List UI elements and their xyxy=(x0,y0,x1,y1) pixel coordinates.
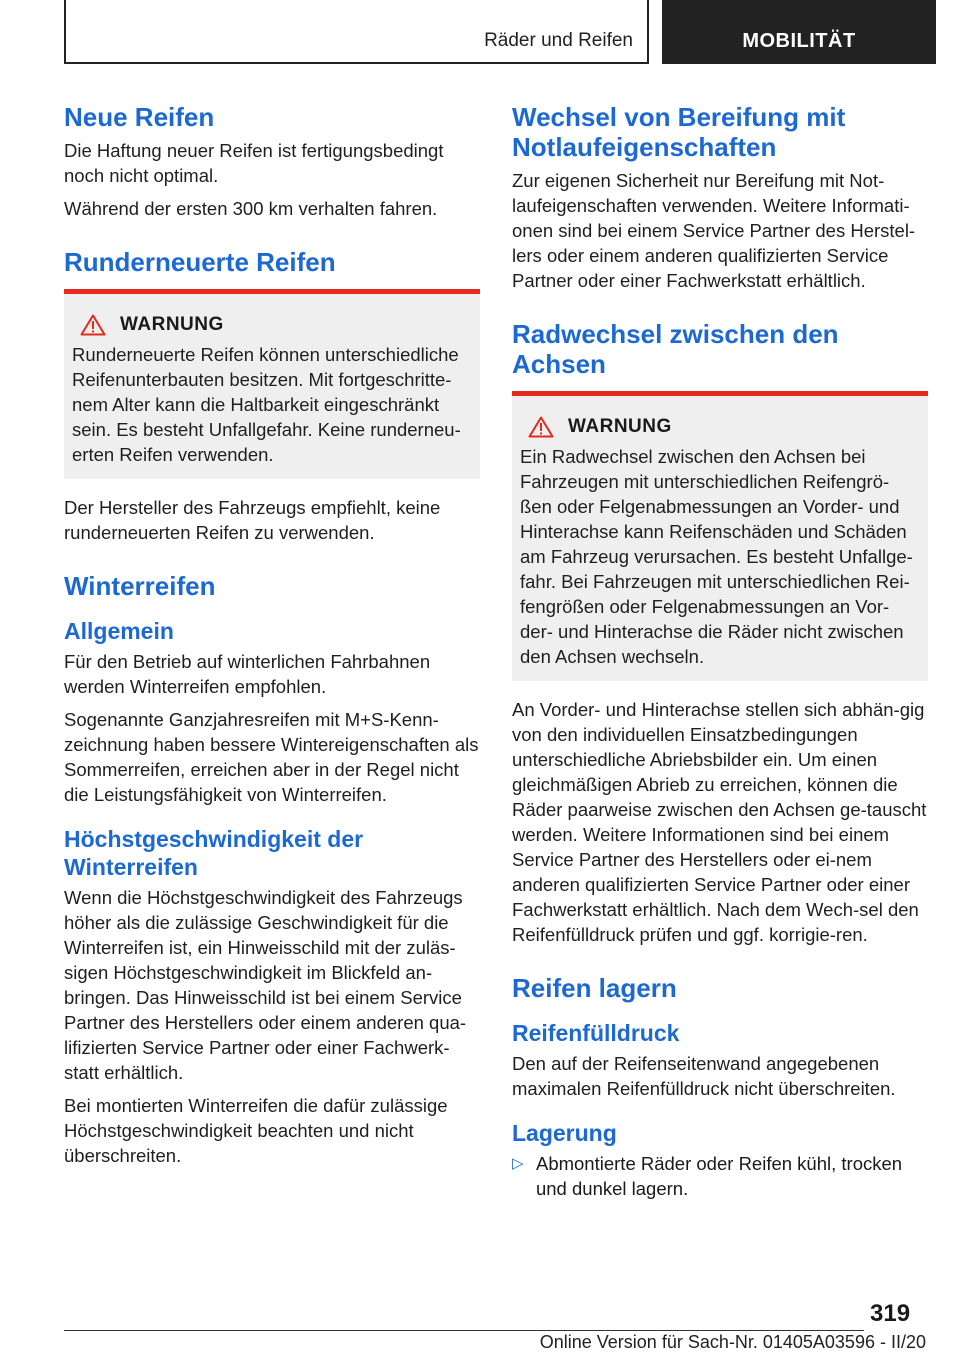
warning-title: WARNUNG xyxy=(120,314,224,335)
warning-header xyxy=(80,314,472,336)
left-column xyxy=(64,102,480,1176)
header-section-box xyxy=(64,0,649,64)
header-section-title: Räder und Reifen xyxy=(484,30,633,51)
warning-triangle-icon xyxy=(80,314,106,336)
triangle-bullet-icon: ▷ xyxy=(512,1155,524,1172)
subheading-hoechstgeschwindigkeit: Höchstgeschwindigkeit der Winterreifen xyxy=(64,826,364,880)
heading-runderneuerte-reifen: Runderneuerte Reifen xyxy=(64,247,336,277)
header-chapter-title: MOBILITÄT xyxy=(742,30,856,52)
paragraph-wechsel: Zur eigenen Sicherheit nur Bereifung mit Not-laufeigenschaften verwenden. Weitere Informati-onen sind bei einem Service Partner des Herstel-lers oder einem anderen qualifizierten Service Partner oder einer Fachwerkstatt erhältlich. xyxy=(512,170,916,291)
heading-wechsel-bereifung: Wechsel von Bereifung mit Notlaufeigenschaften xyxy=(512,102,846,162)
warning-text: Ein Radwechsel zwischen den Achsen bei Fahrzeugen mit unterschiedlichen Reifengrö-ßen oder Felgenabmessungen an Vorder- und Hinterachse kann Reifenschäden und Schäden am Fahrzeug verursachen. Es besteht Unfallge-fahr. Bei Fahrzeugen mit unterschiedlichen Rei-fengrößen oder Felgenabmessungen an Vor-der- und Hinterachse die Räder nicht zwischen den Achsen wechseln. xyxy=(520,446,913,667)
subheading-lagerung: Lagerung xyxy=(512,1120,617,1146)
warning-box-radwechsel xyxy=(512,391,928,681)
paragraph-neue-2: Während der ersten 300 km verhalten fahren. xyxy=(64,198,438,219)
subheading-reifenfuelldruck: Reifenfülldruck xyxy=(512,1020,680,1046)
paragraph-hoechst-2: Bei montierten Winterreifen die dafür zulässige Höchstgeschwindigkeit beachten und nicht überschreiten. xyxy=(64,1095,448,1166)
footer-divider xyxy=(64,1330,864,1331)
paragraph-allgemein-2: Sogenannte Ganzjahresreifen mit M+S-Kenn-zeichnung haben bessere Wintereigenschaften als Sommerreifen, erreichen aber in der Regel nicht die Leistungsfähigkeit von Winterreifen. xyxy=(64,709,479,805)
paragraph-neue-1: Die Haftung neuer Reifen ist fertigungsbedingt noch nicht optimal. xyxy=(64,140,444,186)
warning-box-runderneuert xyxy=(64,289,480,479)
header-chapter-tab xyxy=(662,0,936,64)
paragraph-fuelldruck: Den auf der Reifenseitenwand angegebenen maximalen Reifenfülldruck nicht überschreiten. xyxy=(512,1053,896,1099)
list-item-lagerung xyxy=(512,1151,928,1201)
heading-radwechsel: Radwechsel zwischen den Achsen xyxy=(512,319,839,379)
paragraph-radwechsel: An Vorder- und Hinterachse stellen sich abhän-gig von den individuellen Einsatzbedingungen unterschiedliche Abriebsbilder ein. Um einen gleichmäßigen Abrieb zu erreichen, können die Räder paarweise zwischen den Achsen ge-tauscht werden. Weitere Informationen sind bei einem Service Partner des Herstellers oder ei-nem anderen qualifizierten Service Partner oder einer Fachwerkstatt erhältlich. Nach dem Wech-sel den Reifenfülldruck prüfen und ggf. korrigie-ren. xyxy=(512,699,927,945)
heading-winterreifen: Winterreifen xyxy=(64,571,216,601)
warning-text: Runderneuerte Reifen können unterschiedliche Reifenunterbauten besitzen. Mit fortgeschritte-nem Alter kann die Haltbarkeit eingeschränkt sein. Es besteht Unfallgefahr. Keine runderneu-erten Reifen verwenden. xyxy=(72,344,461,465)
warning-header xyxy=(528,416,920,438)
paragraph-hoechst-1: Wenn die Höchstgeschwindigkeit des Fahrzeugs höher als die zulässige Geschwindigkeit für die Winterreifen ist, ein Hinweisschild mit der zuläs-sigen Höchstgeschwindigkeit im Blickfeld an-bringen. Das Hinweisschild ist bei einem Service Partner des Herstellers oder einem anderen qua-lifizierten Service Partner oder einer Fachwerk-statt erhältlich. xyxy=(64,887,467,1083)
warning-title: WARNUNG xyxy=(568,416,672,437)
paragraph-allgemein-1: Für den Betrieb auf winterlichen Fahrbahnen werden Winterreifen empfohlen. xyxy=(64,651,431,697)
subheading-allgemein: Allgemein xyxy=(64,618,174,644)
heading-neue-reifen: Neue Reifen xyxy=(64,102,215,132)
warning-triangle-icon xyxy=(528,416,554,438)
right-column xyxy=(512,102,928,1201)
heading-reifen-lagern: Reifen lagern xyxy=(512,973,677,1003)
list-item-text: Abmontierte Räder oder Reifen kühl, trocken und dunkel lagern. xyxy=(535,1153,903,1199)
footer-online-version: Online Version für Sach-Nr. 01405A03596 - II/20 xyxy=(539,1332,926,1352)
paragraph-runderneuert: Der Hersteller des Fahrzeugs empfiehlt, keine runderneuerten Reifen zu verwenden. xyxy=(64,497,441,543)
page-number: 319 xyxy=(870,1300,911,1327)
